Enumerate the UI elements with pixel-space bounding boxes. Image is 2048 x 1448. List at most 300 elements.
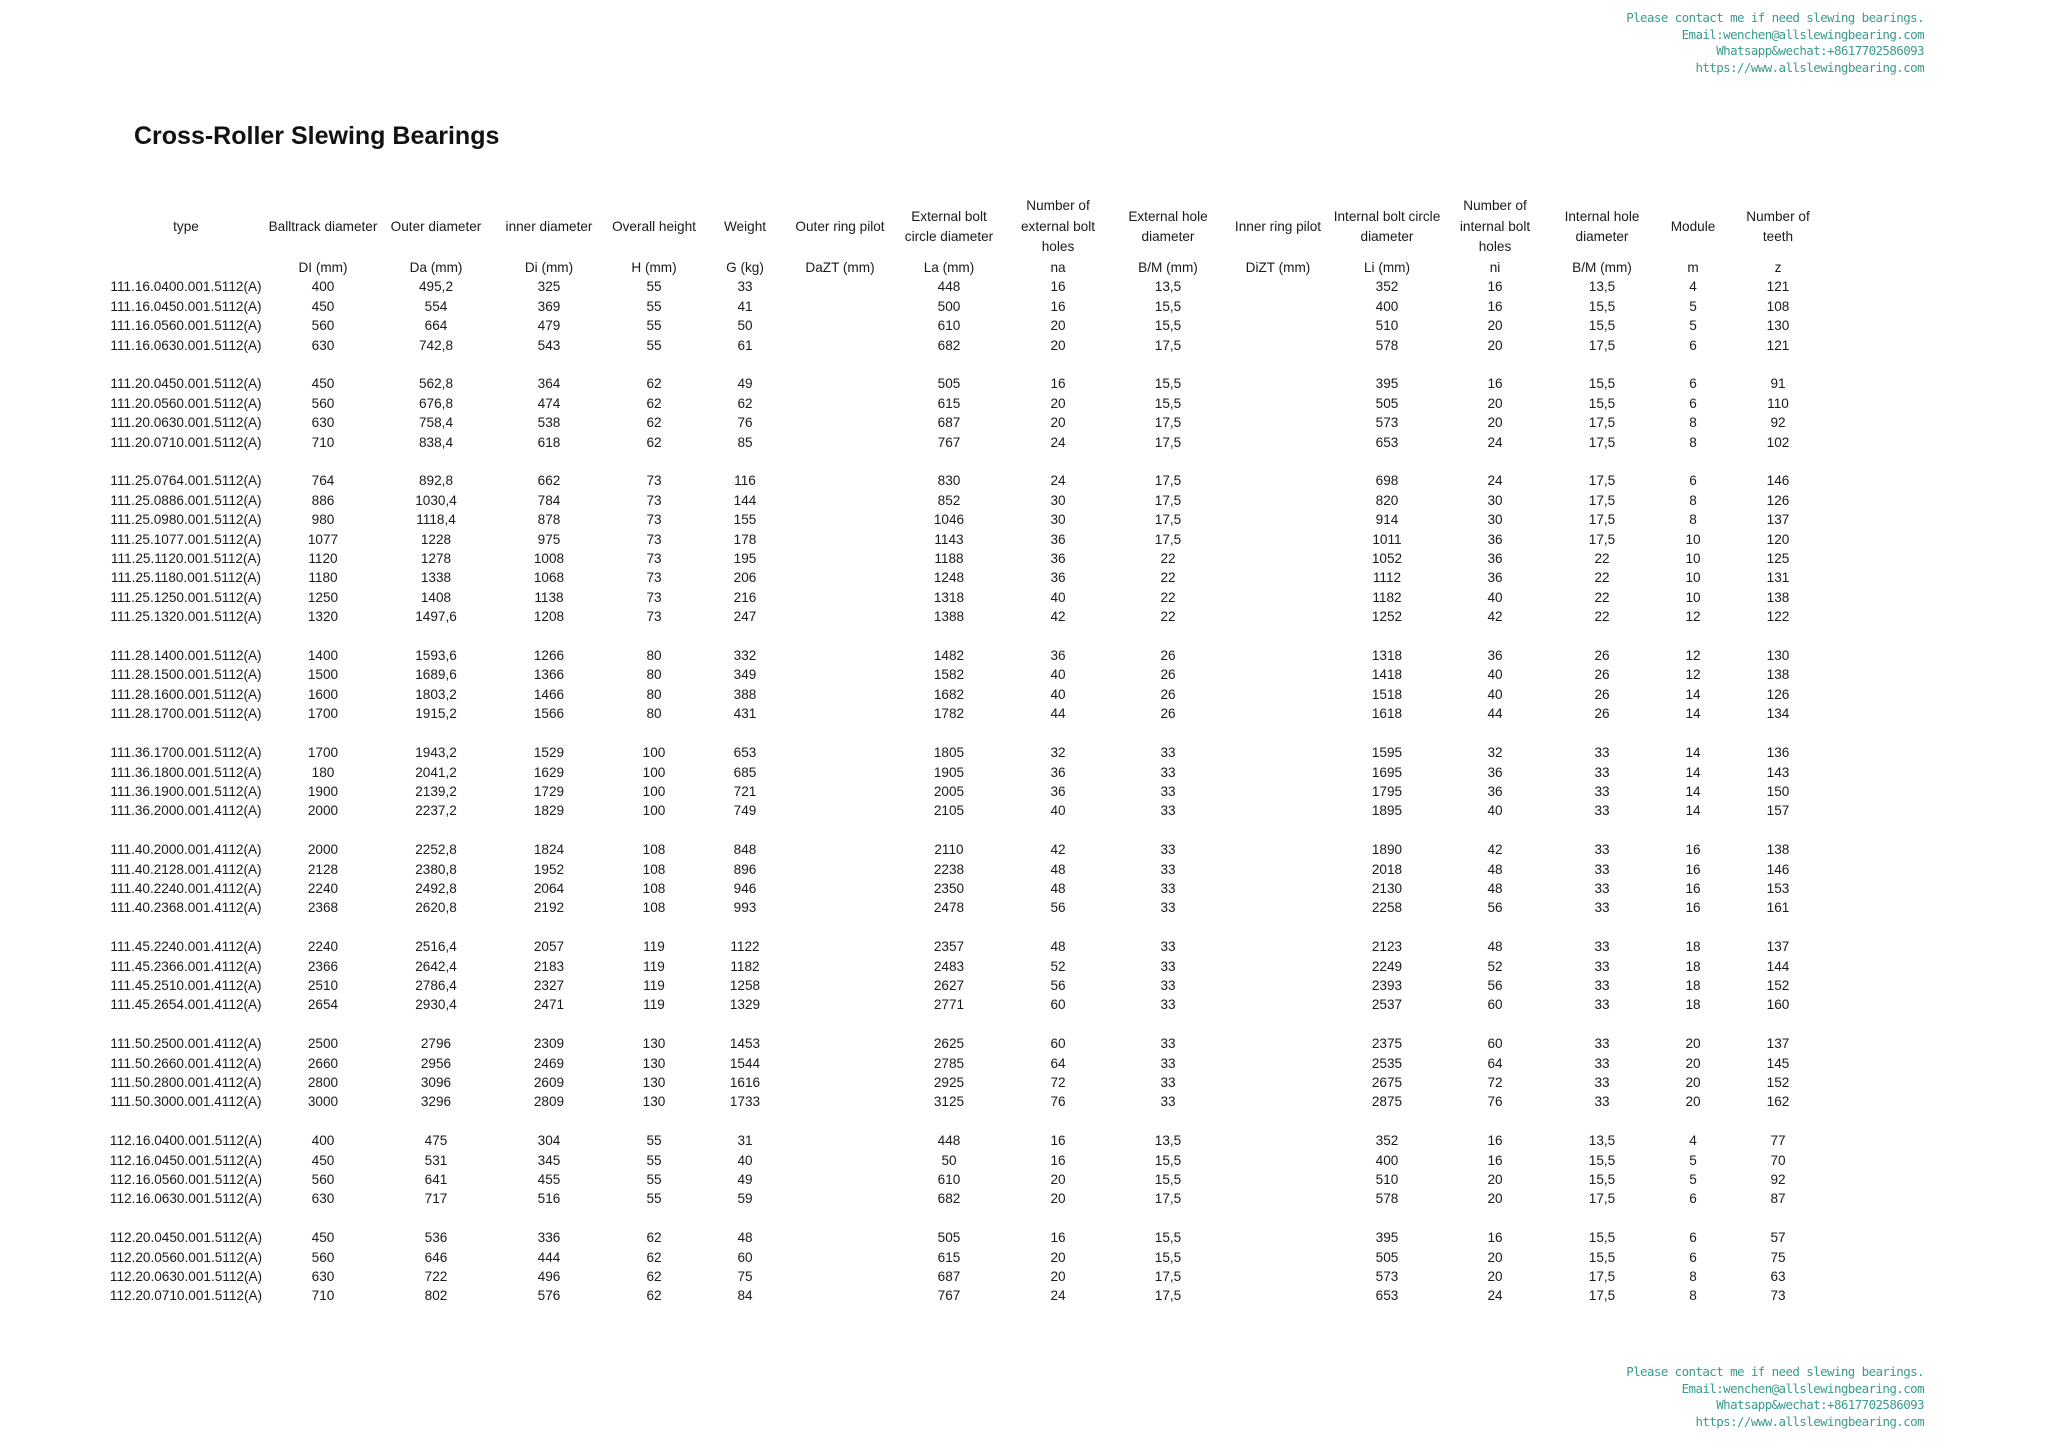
table-cell: 17,5 bbox=[1154, 531, 1182, 547]
table-cell: 2128 bbox=[307, 861, 339, 877]
contact-website: https://www.allslewingbearing.com bbox=[1695, 59, 1924, 75]
table-cell bbox=[786, 1189, 894, 1208]
table-cell: 2535 bbox=[1371, 1055, 1403, 1071]
column-header: Number of external bolt holes bbox=[1020, 198, 1096, 255]
table-cell: 100 bbox=[642, 803, 666, 819]
type-cell: 112.20.0560.001.5112(A) bbox=[109, 1249, 263, 1265]
table-cell: 560 bbox=[311, 395, 335, 411]
table-cell: 838,4 bbox=[418, 434, 454, 450]
table-cell: 1803,2 bbox=[415, 686, 457, 702]
table-cell: 2500 bbox=[307, 1036, 339, 1052]
table-cell: 2350 bbox=[933, 880, 965, 896]
table-cell: 157 bbox=[1766, 803, 1790, 819]
unit-cell bbox=[104, 258, 268, 277]
table-cell: 62 bbox=[646, 1268, 662, 1284]
table-cell: 1700 bbox=[307, 745, 339, 761]
table-cell: 178 bbox=[733, 531, 757, 547]
unit-cell: m bbox=[1687, 260, 1699, 275]
table-cell: 16 bbox=[1487, 1133, 1503, 1149]
table-row bbox=[104, 530, 1826, 549]
table-cell: 388 bbox=[733, 686, 757, 702]
table-cell bbox=[1224, 1267, 1332, 1286]
table-cell: 36 bbox=[1487, 551, 1503, 567]
table-cell: 40 bbox=[1050, 589, 1066, 605]
table-cell: 687 bbox=[937, 415, 961, 431]
table-cell: 15,5 bbox=[1588, 395, 1616, 411]
table-cell: 2123 bbox=[1371, 939, 1403, 955]
table-cell: 16 bbox=[1050, 298, 1066, 314]
table-cell: 15,5 bbox=[1588, 318, 1616, 334]
table-cell: 1188 bbox=[934, 551, 964, 567]
type-cell: 111.50.2660.001.4112(A) bbox=[110, 1055, 262, 1071]
table-cell: 12 bbox=[1685, 609, 1701, 625]
table-cell: 479 bbox=[537, 318, 561, 334]
table-cell: 993 bbox=[733, 900, 757, 916]
table-cell: 1482 bbox=[933, 648, 965, 664]
table-cell: 1266 bbox=[533, 648, 565, 664]
table-row bbox=[104, 879, 1826, 898]
table-cell: 2492,8 bbox=[415, 880, 457, 896]
table-cell: 30 bbox=[1487, 492, 1503, 508]
table-cell: 36 bbox=[1487, 648, 1503, 664]
table-cell: 450 bbox=[311, 1152, 335, 1168]
table-cell: 1497,6 bbox=[415, 609, 457, 625]
table-cell: 36 bbox=[1050, 783, 1066, 799]
table-cell: 2642,4 bbox=[415, 958, 457, 974]
table-cell bbox=[1224, 704, 1332, 723]
table-cell bbox=[786, 549, 894, 568]
type-cell: 111.28.1400.001.5112(A) bbox=[110, 648, 262, 664]
table-cell bbox=[1224, 433, 1332, 452]
table-cell: 76 bbox=[737, 415, 753, 431]
table-cell: 6 bbox=[1689, 376, 1697, 392]
table-cell: 40 bbox=[1487, 803, 1503, 819]
table-cell: 76 bbox=[1050, 1094, 1066, 1110]
table-cell: 16 bbox=[1487, 376, 1503, 392]
table-cell: 36 bbox=[1050, 531, 1066, 547]
table-cell: 345 bbox=[537, 1152, 561, 1168]
table-cell: 16 bbox=[1050, 1133, 1066, 1149]
table-cell bbox=[1224, 1286, 1332, 1305]
table-cell: 75 bbox=[1770, 1249, 1786, 1265]
table-cell: 40 bbox=[1487, 667, 1503, 683]
type-cell: 111.36.1800.001.5112(A) bbox=[110, 764, 262, 780]
table-cell: 62 bbox=[646, 1230, 662, 1246]
table-cell: 495,2 bbox=[418, 279, 454, 295]
type-cell: 111.20.0630.001.5112(A) bbox=[110, 415, 262, 431]
table-cell: 2478 bbox=[933, 900, 965, 916]
table-cell: 615 bbox=[937, 395, 961, 411]
table-cell: 20 bbox=[1050, 1191, 1066, 1207]
table-row bbox=[104, 374, 1826, 393]
table-cell: 33 bbox=[1594, 764, 1610, 780]
table-cell: 162 bbox=[1766, 1094, 1790, 1110]
type-cell: 111.36.1900.001.5112(A) bbox=[110, 783, 262, 799]
table-cell: 2327 bbox=[533, 977, 565, 993]
table-cell bbox=[1224, 549, 1332, 568]
unit-cell: Li (mm) bbox=[1363, 260, 1411, 275]
table-cell bbox=[786, 1092, 894, 1111]
table-cell: 15,5 bbox=[1154, 1152, 1182, 1168]
table-cell: 16 bbox=[1685, 900, 1701, 916]
table-cell: 73 bbox=[646, 551, 662, 567]
table-cell: 110 bbox=[1767, 395, 1789, 411]
table-cell bbox=[786, 704, 894, 723]
table-cell: 975 bbox=[537, 531, 561, 547]
table-cell: 2956 bbox=[420, 1055, 452, 1071]
table-cell: 682 bbox=[937, 1191, 961, 1207]
table-cell: 20 bbox=[1050, 1249, 1066, 1265]
table-cell: 20 bbox=[1487, 318, 1503, 334]
table-cell: 20 bbox=[1487, 1191, 1503, 1207]
table-cell: 130 bbox=[642, 1094, 666, 1110]
table-cell: 57 bbox=[1770, 1230, 1786, 1246]
table-cell: 80 bbox=[646, 706, 662, 722]
table-cell: 538 bbox=[537, 415, 561, 431]
type-cell: 111.25.1077.001.5112(A) bbox=[110, 531, 262, 547]
table-cell: 6 bbox=[1689, 473, 1697, 489]
table-cell bbox=[1224, 1034, 1332, 1053]
unit-cell: B/M (mm) bbox=[1138, 260, 1198, 275]
table-cell: 784 bbox=[537, 492, 561, 508]
unit-cell: B/M (mm) bbox=[1572, 260, 1632, 275]
table-cell: 1122 bbox=[730, 939, 760, 955]
table-cell: 1318 bbox=[1371, 648, 1403, 664]
table-cell: 2375 bbox=[1371, 1036, 1403, 1052]
table-cell: 615 bbox=[937, 1249, 961, 1265]
type-cell: 111.16.0450.001.5112(A) bbox=[110, 298, 262, 314]
table-cell: 33 bbox=[1594, 977, 1610, 993]
table-cell: 36 bbox=[1050, 764, 1066, 780]
table-cell: 698 bbox=[1375, 473, 1399, 489]
table-cell: 15,5 bbox=[1588, 1230, 1616, 1246]
table-cell: 36 bbox=[1487, 570, 1503, 586]
table-cell: 17,5 bbox=[1588, 531, 1616, 547]
table-cell: 108 bbox=[642, 842, 666, 858]
table-cell: 48 bbox=[1050, 880, 1066, 896]
table-cell: 33 bbox=[1160, 977, 1176, 993]
table-cell bbox=[1224, 510, 1332, 529]
table-cell: 2057 bbox=[533, 939, 565, 955]
table-row bbox=[104, 763, 1826, 782]
column-header: Number of internal bolt holes bbox=[1459, 198, 1531, 255]
column-header: type bbox=[173, 218, 199, 234]
table-cell: 6 bbox=[1689, 1191, 1697, 1207]
unit-cell: z bbox=[1774, 260, 1782, 275]
table-cell: 44 bbox=[1050, 706, 1066, 722]
table-cell: 33 bbox=[1160, 880, 1176, 896]
table-cell: 33 bbox=[1160, 842, 1176, 858]
table-cell: 749 bbox=[733, 803, 757, 819]
table-cell: 500 bbox=[937, 298, 961, 314]
table-cell: 59 bbox=[737, 1191, 753, 1207]
contact-phone: Whatsapp&wechat:+8617702586093 bbox=[1716, 43, 1924, 58]
type-cell: 111.25.0764.001.5112(A) bbox=[110, 473, 262, 489]
table-row bbox=[104, 860, 1826, 879]
table-cell: 1600 bbox=[307, 686, 339, 702]
table-cell: 55 bbox=[646, 298, 662, 314]
table-cell: 2675 bbox=[1371, 1074, 1403, 1090]
table-cell: 1629 bbox=[533, 764, 565, 780]
table-cell: 1466 bbox=[533, 686, 565, 702]
table-cell: 2627 bbox=[933, 977, 965, 993]
table-cell: 130 bbox=[642, 1055, 666, 1071]
table-cell: 562,8 bbox=[418, 376, 454, 392]
table-row bbox=[104, 433, 1826, 452]
table-cell: 42 bbox=[1050, 842, 1066, 858]
table-cell: 400 bbox=[1375, 1152, 1399, 1168]
type-cell: 112.16.0450.001.5112(A) bbox=[109, 1152, 263, 1168]
table-cell: 14 bbox=[1685, 706, 1701, 722]
table-cell bbox=[1224, 801, 1332, 820]
table-cell: 17,5 bbox=[1154, 337, 1182, 353]
table-cell: 55 bbox=[646, 1191, 662, 1207]
table-cell: 448 bbox=[937, 1133, 961, 1149]
contact-line: Please contact me if need slewing bearings. bbox=[1626, 1364, 1924, 1379]
table-cell bbox=[786, 316, 894, 335]
table-cell: 1011 bbox=[1372, 531, 1402, 547]
table-cell: 145 bbox=[1766, 1055, 1790, 1071]
table-cell: 70 bbox=[1770, 1152, 1786, 1168]
table-row bbox=[104, 607, 1826, 626]
table-cell: 6 bbox=[1689, 337, 1697, 353]
table-cell: 510 bbox=[1375, 1171, 1399, 1187]
table-cell: 896 bbox=[733, 861, 757, 877]
table-cell: 91 bbox=[1770, 376, 1786, 392]
table-cell: 448 bbox=[937, 279, 961, 295]
column-header: Number of teeth bbox=[1746, 208, 1810, 244]
table-cell: 1518 bbox=[1371, 686, 1403, 702]
table-cell: 1208 bbox=[533, 609, 565, 625]
group-spacer bbox=[104, 1112, 1826, 1131]
table-cell: 195 bbox=[733, 551, 757, 567]
table-cell: 852 bbox=[937, 492, 961, 508]
table-cell: 22 bbox=[1594, 609, 1610, 625]
group-spacer bbox=[104, 724, 1826, 743]
column-header: Overall height bbox=[612, 218, 696, 234]
table-cell: 676,8 bbox=[418, 395, 454, 411]
table-cell: 33 bbox=[1160, 1094, 1176, 1110]
table-cell: 2609 bbox=[533, 1074, 565, 1090]
table-cell: 55 bbox=[646, 1152, 662, 1168]
table-cell: 450 bbox=[311, 376, 335, 392]
table-cell: 450 bbox=[311, 298, 335, 314]
table-cell: 50 bbox=[737, 318, 753, 334]
table-cell: 24 bbox=[1487, 1288, 1503, 1304]
table-cell: 2005 bbox=[933, 783, 965, 799]
table-cell bbox=[1224, 568, 1332, 587]
table-cell: 33 bbox=[1594, 861, 1610, 877]
table-cell: 2809 bbox=[533, 1094, 565, 1110]
table-cell: 17,5 bbox=[1154, 434, 1182, 450]
table-cell: 32 bbox=[1050, 745, 1066, 761]
table-cell: 122 bbox=[1766, 609, 1790, 625]
table-row bbox=[104, 1189, 1826, 1208]
table-cell: 24 bbox=[1050, 434, 1066, 450]
type-cell: 111.25.0980.001.5112(A) bbox=[110, 512, 262, 528]
table-cell bbox=[1224, 898, 1332, 917]
table-cell: 108 bbox=[1766, 298, 1790, 314]
table-cell: 20 bbox=[1050, 1171, 1066, 1187]
table-header-row bbox=[104, 196, 1826, 258]
table-cell: 16 bbox=[1685, 861, 1701, 877]
table-cell: 543 bbox=[537, 337, 561, 353]
table-cell: 10 bbox=[1685, 570, 1701, 586]
table-cell bbox=[786, 801, 894, 820]
table-cell bbox=[786, 646, 894, 665]
table-cell: 685 bbox=[733, 764, 757, 780]
table-cell bbox=[1224, 976, 1332, 995]
table-cell bbox=[1224, 394, 1332, 413]
table-cell: 17,5 bbox=[1588, 512, 1616, 528]
table-row bbox=[104, 743, 1826, 762]
table-cell: 100 bbox=[642, 745, 666, 761]
table-cell: 400 bbox=[311, 1133, 335, 1149]
table-cell: 55 bbox=[646, 1171, 662, 1187]
table-cell: 92 bbox=[1770, 1171, 1786, 1187]
table-cell: 22 bbox=[1594, 570, 1610, 586]
table-cell: 2366 bbox=[307, 958, 339, 974]
table-cell bbox=[786, 336, 894, 355]
table-cell: 2238 bbox=[933, 861, 965, 877]
table-cell bbox=[1224, 297, 1332, 316]
table-cell: 42 bbox=[1050, 609, 1066, 625]
table-cell: 153 bbox=[1766, 880, 1790, 896]
table-cell bbox=[786, 1286, 894, 1305]
table-cell: 26 bbox=[1594, 648, 1610, 664]
table-cell: 33 bbox=[1594, 939, 1610, 955]
contact-line: Please contact me if need slewing bearings. bbox=[1626, 10, 1924, 25]
table-cell bbox=[1224, 685, 1332, 704]
table-cell: 17,5 bbox=[1154, 1288, 1182, 1304]
table-cell: 36 bbox=[1487, 764, 1503, 780]
table-cell: 2471 bbox=[533, 997, 565, 1013]
table-cell: 505 bbox=[937, 1230, 961, 1246]
table-cell: 33 bbox=[1594, 1036, 1610, 1052]
column-header: inner diameter bbox=[505, 218, 593, 234]
unit-cell: na bbox=[1050, 260, 1066, 275]
table-cell bbox=[1224, 471, 1332, 490]
table-cell: 40 bbox=[1487, 589, 1503, 605]
table-cell: 18 bbox=[1685, 958, 1701, 974]
column-header: Outer ring pilot bbox=[795, 218, 885, 234]
table-cell: 33 bbox=[1594, 783, 1610, 799]
type-cell: 111.16.0400.001.5112(A) bbox=[110, 279, 262, 295]
table-cell: 60 bbox=[1050, 997, 1066, 1013]
table-cell: 2620,8 bbox=[415, 900, 457, 916]
table-cell bbox=[1224, 316, 1332, 335]
table-cell bbox=[1224, 336, 1332, 355]
table-cell: 108 bbox=[642, 880, 666, 896]
table-cell: 13,5 bbox=[1154, 1133, 1182, 1149]
type-cell: 111.28.1500.001.5112(A) bbox=[110, 667, 262, 683]
table-cell: 914 bbox=[1375, 512, 1399, 528]
table-cell: 134 bbox=[1766, 706, 1790, 722]
table-cell: 610 bbox=[937, 1171, 961, 1187]
table-cell bbox=[786, 394, 894, 413]
table-cell: 1250 bbox=[307, 589, 339, 605]
table-cell: 17,5 bbox=[1588, 1191, 1616, 1207]
table-cell: 349 bbox=[733, 667, 757, 683]
table-cell bbox=[786, 297, 894, 316]
table-cell: 62 bbox=[646, 1288, 662, 1304]
table-cell: 60 bbox=[737, 1249, 753, 1265]
table-cell: 1366 bbox=[533, 667, 565, 683]
table-cell: 33 bbox=[1160, 861, 1176, 877]
table-cell: 352 bbox=[1375, 1133, 1399, 1149]
type-cell: 111.50.2800.001.4112(A) bbox=[110, 1074, 262, 1090]
table-cell: 33 bbox=[1160, 939, 1176, 955]
table-cell: 653 bbox=[1375, 1288, 1399, 1304]
table-cell: 2240 bbox=[307, 880, 339, 896]
type-cell: 111.40.2240.001.4112(A) bbox=[110, 880, 262, 896]
table-cell: 17,5 bbox=[1588, 492, 1616, 508]
table-cell: 610 bbox=[937, 318, 961, 334]
type-cell: 112.20.0710.001.5112(A) bbox=[109, 1288, 263, 1304]
table-cell: 2380,8 bbox=[415, 861, 457, 877]
table-cell: 33 bbox=[1160, 803, 1176, 819]
table-cell: 26 bbox=[1594, 706, 1610, 722]
table-row bbox=[104, 1248, 1826, 1267]
table-cell: 30 bbox=[1050, 512, 1066, 528]
table-cell: 641 bbox=[424, 1171, 448, 1187]
table-cell bbox=[786, 1170, 894, 1189]
table-cell: 22 bbox=[1594, 589, 1610, 605]
table-cell: 17,5 bbox=[1154, 512, 1182, 528]
table-cell: 20 bbox=[1487, 1268, 1503, 1284]
table-cell bbox=[1224, 374, 1332, 393]
table-cell: 1252 bbox=[1371, 609, 1403, 625]
table-cell bbox=[786, 995, 894, 1014]
table-cell: 653 bbox=[1375, 434, 1399, 450]
table-cell: 73 bbox=[646, 609, 662, 625]
table-cell bbox=[786, 1034, 894, 1053]
table-cell: 1182 bbox=[730, 958, 760, 974]
table-cell bbox=[1224, 1151, 1332, 1170]
table-cell: 1805 bbox=[933, 745, 965, 761]
table-cell: 1900 bbox=[307, 783, 339, 799]
type-cell: 112.16.0560.001.5112(A) bbox=[109, 1171, 263, 1187]
table-cell: 630 bbox=[311, 1191, 335, 1207]
table-cell: 5 bbox=[1689, 1171, 1697, 1187]
table-cell: 52 bbox=[1487, 958, 1503, 974]
table-cell: 33 bbox=[1594, 803, 1610, 819]
table-cell: 138 bbox=[1766, 842, 1790, 858]
table-cell: 2469 bbox=[533, 1055, 565, 1071]
table-cell: 1890 bbox=[1371, 842, 1403, 858]
group-spacer bbox=[104, 355, 1826, 374]
table-cell: 848 bbox=[733, 842, 757, 858]
type-cell: 111.28.1600.001.5112(A) bbox=[110, 686, 262, 702]
table-cell: 496 bbox=[537, 1268, 561, 1284]
table-cell bbox=[1224, 1092, 1332, 1111]
table-cell: 630 bbox=[311, 337, 335, 353]
table-cell: 40 bbox=[1050, 803, 1066, 819]
table-cell: 64 bbox=[1487, 1055, 1503, 1071]
table-cell: 17,5 bbox=[1588, 1268, 1616, 1284]
table-cell bbox=[786, 1151, 894, 1170]
table-cell bbox=[1224, 277, 1332, 296]
unit-cell: DaZT (mm) bbox=[805, 260, 875, 275]
table-cell: 76 bbox=[1487, 1094, 1503, 1110]
table-row bbox=[104, 549, 1826, 568]
table-cell bbox=[1224, 413, 1332, 432]
table-cell bbox=[786, 530, 894, 549]
table-cell: 946 bbox=[733, 880, 757, 896]
table-cell: 36 bbox=[1050, 570, 1066, 586]
column-header: External bolt circle diameter bbox=[904, 208, 994, 244]
table-cell: 14 bbox=[1685, 783, 1701, 799]
